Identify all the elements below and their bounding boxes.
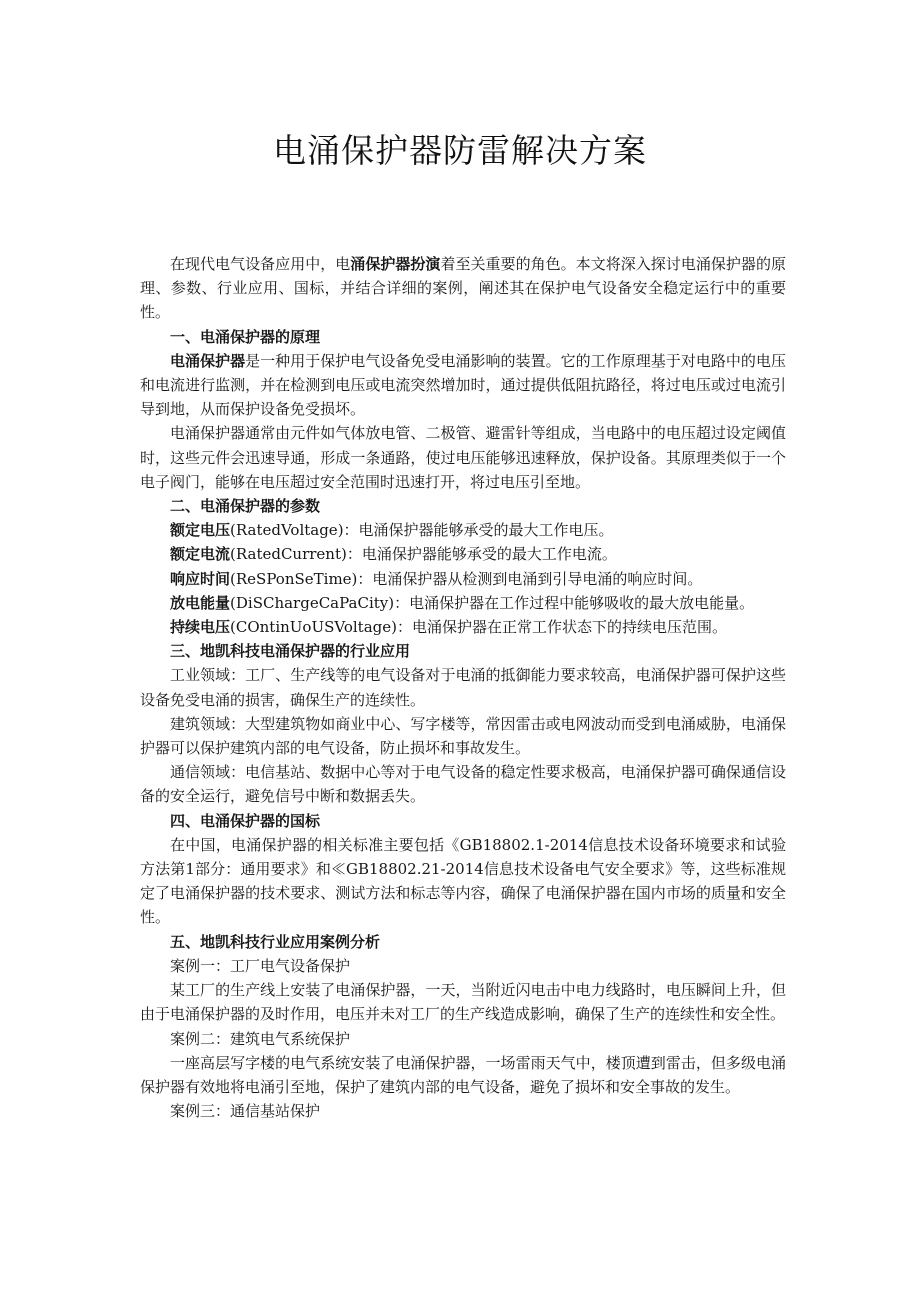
section-1-paragraph-2: 电涌保护器通常由元件如气体放电管、二极管、避雷针等组成，当电路中的电压超过设定阈值时，这些元件会迅速导通，形成一条通路，使过电压能够迅速释放，保护设备。其原理类似于一个电子阀门，能够在电压超过安全范围时迅速打开，将过电压引至地。	[140, 424, 786, 491]
case-3-title: 案例三：通信基站保护	[170, 1102, 321, 1121]
case-2-title: 案例二：建筑电气系统保护	[170, 1029, 351, 1048]
case-1-text: 某工厂的生产线上安装了电涌保护器，一天，当附近闪电击中电力线路时，电压瞬间上升，但由于电涌保护器的及时作用，电压并未对工厂的生产线造成影响，确保了生产的连续性和安全性。	[140, 981, 786, 1024]
section-1-paragraph-1	[140, 349, 786, 422]
section-4-heading: 四、电涌保护器的国标	[170, 811, 321, 830]
param-item	[140, 615, 786, 639]
param-term: 持续电压	[170, 618, 231, 637]
param-term: 额定电流	[170, 545, 231, 564]
section-1-bold-term: 电涌保护器	[170, 351, 246, 370]
section-1-heading: 一、电涌保护器的原理	[170, 327, 321, 346]
param-item	[140, 518, 786, 542]
param-item	[140, 542, 786, 566]
param-text: (RatedVoltage)：电涌保护器能够承受的最大工作电压。	[230, 521, 614, 540]
case-1-title: 案例一：工厂电气设备保护	[170, 956, 351, 975]
param-text: (COntinUoUSVoltage)：电涌保护器在正常工作状态下的持续电压范围。	[230, 618, 727, 637]
section-4-paragraph-1: 在中国，电涌保护器的相关标准主要包括《GB18802.1-2014信息技术设备环境要求和试验方法第1部分：通用要求》和≪GB18802.21-2014信息技术设备电气安全要求》等，这些标准规定了电涌保护器的技术要求、测试方法和标志等内容，确保了电涌保护器在国内市场的质量和安全性。	[140, 835, 786, 927]
case-2-text: 一座高层写字楼的电气系统安装了电涌保护器，一场雷雨天气中，楼顶遭到雷击，但多级电涌保护器有效地将电涌引至地，保护了建筑内部的电气设备，避免了损坏和安全事故的发生。	[140, 1053, 786, 1096]
section-3-heading: 三、地凯科技电涌保护器的行业应用	[170, 642, 411, 661]
param-text: (DiSChargeCaPaCity)：电涌保护器在工作过程中能够吸收的最大放电能量。	[230, 593, 755, 612]
intro-text-bold: 涌保护器扮演	[350, 255, 441, 273]
document-title: 电涌保护器防雷解决方案	[273, 131, 647, 170]
section-3-paragraph-3: 通信领域：电信基站、数据中心等对于电气设备的稳定性要求极高，电涌保护器可确保通信设备的安全运行，避免信号中断和数据丢失。	[140, 763, 786, 806]
section-3-paragraph-1: 工业领域：工厂、生产线等的电气设备对于电涌的抵御能力要求较高，电涌保护器可保护这些设备免受电涌的损害，确保生产的连续性。	[140, 666, 786, 709]
section-1-paragraph-1-text: 是一种用于保护电气设备免受电涌影响的装置。它的工作原理基于对电路中的电压和电流进行监测，并在检测到电压或电流突然增加时，通过提供低阻抗路径，将过电压或过电流引导到地，从而保护设备免受损坏。	[140, 351, 786, 419]
param-term: 额定电压	[170, 521, 231, 540]
intro-text-post: 着至关重要的角色。本文将深入探讨电涌保护器的原理、参数、行业应用、国标，并结合详细的案例，阐述其在保护电气设备安全稳定运行中的重要性。	[140, 255, 786, 322]
param-term: 放电能量	[170, 593, 231, 612]
param-text: (ReSPonSeTime)：电涌保护器从检测到电涌到引导电涌的响应时间。	[230, 569, 703, 588]
intro-text-pre: 在现代电气设备应用中，电	[170, 255, 351, 273]
section-3-paragraph-2: 建筑领域：大型建筑物如商业中心、写字楼等，常因雷击或电网波动而受到电涌威胁，电涌保护器可以保护建筑内部的电气设备，防止损坏和事故发生。	[140, 714, 786, 758]
param-item	[140, 591, 786, 615]
param-item	[140, 567, 786, 591]
section-2-heading: 二、电涌保护器的参数	[170, 497, 321, 516]
document-body	[140, 252, 786, 1123]
param-term: 响应时间	[170, 569, 231, 588]
param-text: (RatedCurrent)：电涌保护器能够承受的最大工作电流。	[230, 545, 617, 564]
intro-paragraph	[140, 252, 786, 325]
section-5-heading: 五、地凯科技行业应用案例分析	[170, 932, 381, 951]
